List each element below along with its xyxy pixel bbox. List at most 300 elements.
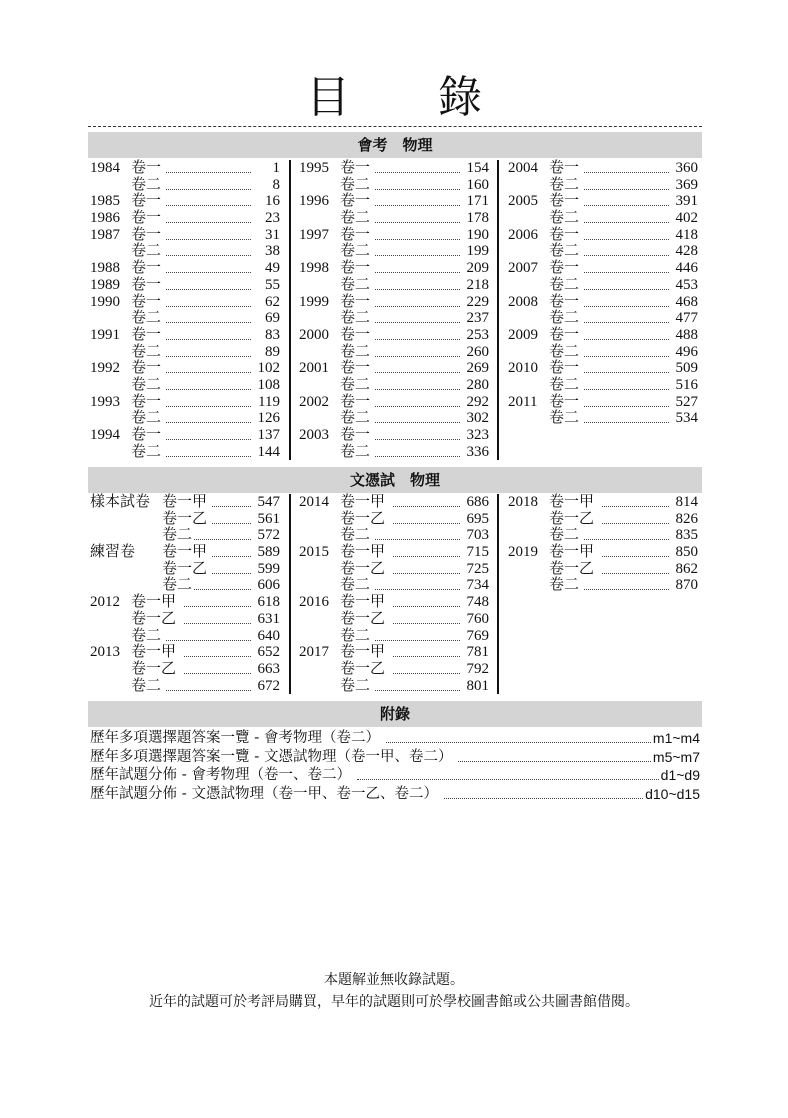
dot-leader [166, 243, 251, 256]
toc-page-number: 391 [675, 193, 698, 210]
toc-page-number: 323 [466, 427, 489, 443]
toc-column [90, 494, 280, 694]
toc-page-number: 360 [675, 160, 698, 176]
toc-entry [299, 260, 489, 277]
toc-paper: 卷一甲 [549, 544, 595, 561]
toc-page-number: 119 [258, 393, 280, 410]
toc-entry [90, 243, 280, 260]
toc-page-number: 748 [466, 594, 489, 611]
toc-paper: 卷二 [131, 176, 162, 193]
toc-page-number: 302 [466, 410, 489, 427]
toc-page-number: 144 [257, 443, 280, 460]
toc-page-number: 814 [675, 494, 698, 510]
toc-entry [90, 561, 280, 578]
toc-paper: 卷二 [162, 527, 193, 544]
toc-paper: 卷二 [549, 577, 580, 594]
toc-entry [299, 160, 489, 177]
dot-leader [375, 227, 460, 240]
appendix-page-range: m1~m4 [652, 730, 700, 746]
toc-entry [90, 327, 280, 344]
dot-leader [584, 577, 669, 590]
toc-paper: 卷一乙 [549, 560, 595, 577]
toc-year: 1991 [90, 326, 120, 343]
toc-entry [90, 444, 280, 461]
toc-entry [90, 344, 280, 361]
toc-paper: 卷二 [340, 410, 371, 427]
toc-page-number: 792 [466, 660, 489, 677]
dot-leader [584, 277, 669, 290]
toc-page-number: 237 [466, 310, 489, 327]
toc-entry [508, 160, 698, 177]
toc-entry [299, 628, 489, 645]
dot-leader [602, 561, 669, 574]
toc-page-number: 547 [257, 494, 280, 510]
dot-leader [166, 210, 251, 223]
section-header-hkdse: 文憑試 物理 [88, 467, 702, 493]
toc-page-number: 725 [466, 560, 489, 577]
toc-year: 2003 [299, 427, 329, 443]
dot-leader [375, 243, 460, 256]
dot-leader [166, 360, 251, 373]
dot-leader [602, 494, 669, 507]
dot-leader [375, 327, 460, 340]
toc-year: 2008 [508, 293, 538, 310]
toc-entry [299, 410, 489, 427]
dot-leader [584, 377, 669, 390]
toc-entry [90, 628, 280, 645]
toc-year: 1986 [90, 210, 120, 227]
toc-page-number: 209 [466, 260, 489, 277]
toc-page-number: 178 [466, 210, 489, 227]
toc-paper: 卷一 [340, 360, 371, 377]
toc-entry [508, 277, 698, 294]
appendix-entry [90, 766, 700, 784]
dot-leader [166, 327, 251, 340]
toc-paper: 卷一 [340, 226, 371, 243]
toc-column [299, 494, 489, 694]
dot-leader [393, 561, 460, 574]
dot-leader [375, 377, 460, 390]
toc-page-number: 862 [675, 560, 698, 577]
toc-year: 1985 [90, 193, 120, 210]
toc-paper: 卷一 [131, 276, 162, 293]
appendix-entry [90, 729, 700, 747]
toc-paper: 卷一 [131, 160, 162, 176]
appendix-label: 歷年多項選擇題答案一覽 - 文憑試物理（卷一甲、卷二） [90, 748, 453, 765]
dot-leader [166, 377, 251, 390]
dot-leader [166, 394, 251, 407]
toc-entry [508, 394, 698, 411]
dot-leader [166, 678, 251, 691]
toc-page-number: 190 [466, 226, 489, 243]
dot-leader [166, 310, 251, 323]
toc-page-number: 870 [675, 577, 698, 594]
toc-page-number: 715 [466, 544, 489, 561]
toc-page-number: 16 [265, 193, 280, 210]
toc-entry [90, 193, 280, 210]
toc-page-number: 62 [265, 293, 280, 310]
toc-year: 2013 [90, 644, 120, 661]
toc-entry [299, 594, 489, 611]
dot-leader [375, 260, 460, 273]
appendix-page-range: m5~m7 [652, 748, 700, 765]
toc-paper: 卷一乙 [340, 510, 386, 527]
toc-page-number: 1 [272, 160, 280, 176]
toc-paper: 卷二 [340, 276, 371, 293]
dot-leader [375, 160, 460, 173]
toc-entry [90, 377, 280, 394]
dot-leader [375, 360, 460, 373]
dot-leader [375, 628, 460, 641]
toc-entry [299, 577, 489, 594]
toc-column [508, 494, 698, 594]
toc-paper: 卷二 [131, 376, 162, 393]
dot-leader [584, 327, 669, 340]
toc-paper: 卷一 [131, 260, 162, 277]
toc-year: 1992 [90, 360, 120, 377]
dot-leader [602, 511, 669, 524]
dot-leader [166, 444, 251, 457]
toc-entry [508, 310, 698, 327]
toc-entry [90, 678, 280, 695]
toc-paper: 卷一 [131, 326, 162, 343]
toc-paper: 卷一 [131, 427, 162, 443]
toc-entry [299, 444, 489, 461]
toc-page-number: 477 [675, 310, 698, 327]
dot-leader [194, 527, 251, 540]
toc-page-number: 154 [466, 160, 489, 176]
toc-entry [299, 611, 489, 628]
toc-paper: 卷二 [162, 577, 193, 594]
toc-paper: 卷一乙 [340, 560, 386, 577]
toc-entry [299, 243, 489, 260]
dot-leader [166, 628, 251, 641]
toc-paper: 卷一 [340, 427, 371, 443]
toc-paper: 卷二 [549, 276, 580, 293]
toc-paper: 卷一 [340, 393, 371, 410]
toc-entry [508, 377, 698, 394]
toc-entry [508, 327, 698, 344]
section-header-appendix: 附錄 [88, 701, 702, 727]
toc-entry [90, 494, 280, 511]
toc-entry [508, 177, 698, 194]
toc-entry [299, 394, 489, 411]
dot-leader [375, 527, 460, 540]
toc-page-number: 640 [257, 627, 280, 644]
toc-year: 1990 [90, 293, 120, 310]
toc-entry [90, 544, 280, 561]
toc-entry [508, 243, 698, 260]
dot-leader [386, 729, 651, 743]
toc-paper: 卷一甲 [162, 494, 208, 510]
dot-leader [166, 294, 251, 307]
toc-paper: 卷一 [549, 360, 580, 377]
dot-leader [184, 644, 251, 657]
toc-paper: 卷一 [549, 226, 580, 243]
toc-entry [299, 427, 489, 444]
toc-year: 2019 [508, 544, 538, 561]
toc-page-number: 599 [257, 560, 280, 577]
dot-leader [584, 527, 669, 540]
toc-paper: 卷二 [131, 627, 162, 644]
toc-page-number: 527 [675, 393, 698, 410]
toc-page-number: 606 [257, 577, 280, 594]
toc-entry [90, 427, 280, 444]
toc-paper: 卷二 [549, 243, 580, 260]
column-divider [497, 160, 499, 460]
toc-page-number: 652 [257, 644, 280, 661]
toc-column [90, 160, 280, 460]
note-no-questions: 本題解並無收錄試題。 [324, 972, 464, 988]
dot-leader [584, 160, 669, 173]
toc-paper: 卷一乙 [162, 560, 208, 577]
dot-leader [375, 177, 460, 190]
dot-leader [184, 594, 251, 607]
toc-paper: 卷二 [549, 210, 580, 227]
dot-leader [444, 785, 643, 799]
toc-page-number: 618 [257, 594, 280, 611]
toc-page-number: 402 [675, 210, 698, 227]
toc-entry [90, 611, 280, 628]
toc-page-number: 850 [675, 544, 698, 561]
toc-entry [90, 310, 280, 327]
dot-leader [584, 310, 669, 323]
toc-entry [508, 577, 698, 594]
toc-year: 2011 [508, 393, 538, 410]
dashed-divider [88, 126, 702, 127]
toc-paper: 卷一甲 [131, 644, 177, 661]
toc-entry [90, 360, 280, 377]
toc-entry [299, 527, 489, 544]
toc-page-number: 663 [257, 660, 280, 677]
toc-paper: 卷二 [340, 627, 371, 644]
appendix-label: 歷年試題分佈 - 會考物理（卷一、卷二） [90, 767, 351, 783]
toc-entry [299, 227, 489, 244]
toc-year: 2004 [508, 160, 538, 176]
dot-leader [393, 661, 460, 674]
toc-paper: 卷二 [131, 243, 162, 260]
toc-entry [90, 511, 280, 528]
toc-year: 2001 [299, 360, 329, 377]
toc-entry [90, 210, 280, 227]
toc-entry [508, 410, 698, 427]
dot-leader [166, 410, 251, 423]
dot-leader [166, 427, 251, 440]
dot-leader [393, 644, 460, 657]
toc-page-number: 801 [466, 677, 489, 694]
toc-paper: 卷一 [131, 293, 162, 310]
dot-leader [166, 260, 251, 273]
toc-page-number: 428 [675, 243, 698, 260]
toc-year: 1994 [90, 427, 120, 443]
dot-leader [375, 294, 460, 307]
dot-leader [375, 277, 460, 290]
toc-page-number: 23 [265, 210, 280, 227]
toc-page-number: 509 [675, 360, 698, 377]
toc-paper: 卷二 [549, 376, 580, 393]
toc-paper: 卷一 [549, 260, 580, 277]
toc-paper: 卷二 [340, 343, 371, 360]
toc-page-number: 229 [466, 293, 489, 310]
column-divider [289, 160, 291, 460]
dot-leader [584, 210, 669, 223]
toc-entry [508, 511, 698, 528]
toc-page-number: 572 [257, 527, 280, 544]
toc-page-number: 49 [265, 260, 280, 277]
dot-leader [393, 494, 460, 507]
toc-year: 2014 [299, 494, 329, 510]
toc-page-number: 126 [257, 410, 280, 427]
toc-entry [299, 511, 489, 528]
toc-paper: 卷一乙 [131, 610, 177, 627]
toc-year: 1998 [299, 260, 329, 277]
toc-entry [299, 193, 489, 210]
toc-entry [299, 561, 489, 578]
toc-entry [299, 377, 489, 394]
toc-year: 2015 [299, 544, 329, 561]
toc-year: 2002 [299, 393, 329, 410]
toc-paper: 卷一 [549, 293, 580, 310]
toc-page-number: 835 [675, 527, 698, 544]
toc-page-number: 253 [466, 326, 489, 343]
toc-page-number: 292 [466, 393, 489, 410]
dot-leader [375, 394, 460, 407]
toc-page-number: 496 [675, 343, 698, 360]
toc-year: 2006 [508, 226, 538, 243]
toc-paper: 卷一 [549, 193, 580, 210]
toc-entry [299, 544, 489, 561]
toc-entry [299, 277, 489, 294]
toc-entry [90, 160, 280, 177]
dot-leader [584, 360, 669, 373]
toc-paper: 卷二 [549, 310, 580, 327]
toc-year: 2012 [90, 594, 120, 611]
toc-entry [90, 594, 280, 611]
toc-entry [508, 527, 698, 544]
dot-leader [602, 544, 669, 557]
toc-paper: 卷一 [131, 226, 162, 243]
toc-year: 2016 [299, 594, 329, 611]
toc-page-number: 89 [265, 343, 280, 360]
toc-paper: 卷二 [340, 443, 371, 460]
toc-page-number: 418 [675, 226, 698, 243]
toc-column [508, 160, 698, 427]
toc-entry [90, 394, 280, 411]
toc-entry [508, 227, 698, 244]
appendix-entry [90, 785, 700, 803]
toc-entry [299, 294, 489, 311]
toc-page-number: 269 [466, 360, 489, 377]
toc-paper: 卷一 [549, 160, 580, 176]
toc-entry [299, 344, 489, 361]
toc-paper: 卷一 [131, 360, 162, 377]
dot-leader [375, 210, 460, 223]
toc-entry [299, 327, 489, 344]
toc-paper: 卷一乙 [131, 660, 177, 677]
toc-page-number: 561 [257, 510, 280, 527]
dot-leader [584, 177, 669, 190]
dot-leader [375, 444, 460, 457]
dot-leader [375, 193, 460, 206]
toc-year: 1993 [90, 393, 120, 410]
dot-leader [166, 227, 251, 240]
toc-page-number: 516 [675, 376, 698, 393]
dot-leader [375, 678, 460, 691]
toc-page-number: 695 [466, 510, 489, 527]
toc-year: 1997 [299, 226, 329, 243]
toc-paper: 卷一 [340, 160, 371, 176]
toc-paper: 卷一甲 [549, 494, 595, 510]
dot-leader [584, 344, 669, 357]
toc-year: 1999 [299, 293, 329, 310]
toc-entry [299, 678, 489, 695]
toc-entry [90, 177, 280, 194]
toc-entry [90, 577, 280, 594]
toc-page-number: 108 [257, 376, 280, 393]
toc-page-number: 369 [675, 176, 698, 193]
appendix-page-range: d10~d15 [645, 785, 700, 802]
toc-page-number: 137 [257, 427, 280, 443]
toc-entry [299, 310, 489, 327]
toc-entry [508, 294, 698, 311]
toc-page-number: 280 [466, 376, 489, 393]
dot-leader [166, 277, 251, 290]
toc-paper: 卷一甲 [340, 594, 386, 611]
appendix-label: 歷年試題分佈 - 文憑試物理（卷一甲、卷一乙、卷二） [90, 785, 438, 802]
toc-paper: 卷二 [131, 410, 162, 427]
toc-paper: 卷一 [340, 260, 371, 277]
toc-paper: 卷一 [549, 393, 580, 410]
dot-leader [166, 193, 251, 206]
dot-leader [393, 611, 460, 624]
toc-entry [299, 494, 489, 511]
toc-entry [299, 177, 489, 194]
toc-paper: 卷一甲 [340, 494, 386, 510]
toc-page-number: 31 [265, 226, 280, 243]
dot-leader [194, 577, 251, 590]
toc-year: 樣本試卷 [90, 494, 151, 510]
toc-page-number: 260 [466, 343, 489, 360]
column-divider [289, 494, 291, 694]
toc-paper: 卷一 [549, 326, 580, 343]
toc-paper: 卷一乙 [340, 660, 386, 677]
toc-year: 1984 [90, 160, 120, 176]
appendix-entry [90, 748, 700, 766]
toc-paper: 卷二 [340, 210, 371, 227]
dot-leader [212, 544, 251, 557]
dot-leader [212, 511, 251, 524]
toc-page-number: 703 [466, 527, 489, 544]
toc-page-number: 446 [675, 260, 698, 277]
toc-year: 1995 [299, 160, 329, 176]
section-header-hkcee: 會考 物理 [88, 132, 702, 158]
toc-entry [299, 661, 489, 678]
toc-entry [508, 494, 698, 511]
toc-page-number: 672 [257, 677, 280, 694]
dot-leader [393, 594, 460, 607]
toc-paper: 卷二 [131, 343, 162, 360]
toc-paper: 卷二 [549, 343, 580, 360]
toc-page-number: 781 [466, 644, 489, 661]
toc-paper: 卷二 [549, 410, 580, 427]
dot-leader [166, 160, 251, 173]
toc-year: 2005 [508, 193, 538, 210]
toc-paper: 卷二 [340, 243, 371, 260]
toc-page-number: 826 [675, 510, 698, 527]
dot-leader [584, 193, 669, 206]
toc-paper: 卷二 [340, 677, 371, 694]
dot-leader [357, 766, 659, 780]
